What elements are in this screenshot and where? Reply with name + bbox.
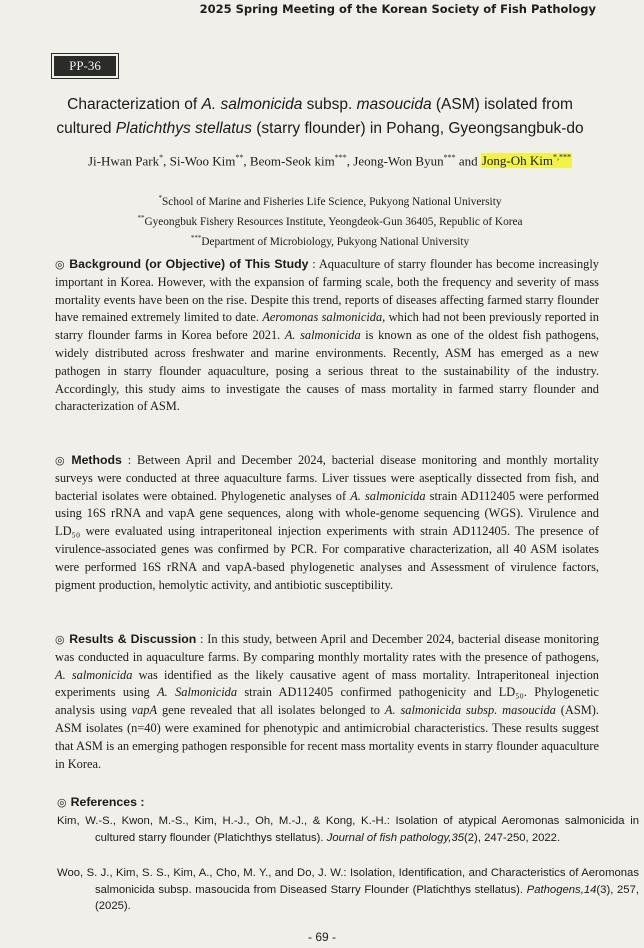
- running-head: 2025 Spring Meeting of the Korean Society of Fish Pathology: [199, 2, 596, 16]
- author-name: Beom-Seok kim: [249, 153, 335, 169]
- italic-text: A. salmonicida: [55, 667, 133, 682]
- heading-colon: :: [121, 453, 138, 467]
- affiliation-text: Gyeongbuk Fishery Resources Institute, Yeongdeok-Gun 36405, Republic of Korea: [144, 215, 523, 228]
- reference-text: (3), 257, (2025).: [95, 883, 640, 912]
- references-heading: [57, 795, 144, 809]
- reference-item: [57, 813, 639, 846]
- title-part: (ASM) isolated from cultured: [56, 96, 573, 137]
- affiliations: [60, 190, 600, 249]
- body-text: strain AD112405 were performed using 16S rRNA and vapA gene sequences, along with whole-genome sequencing (WGS). Virulence and LD₅₀ were evaluated using intraperitoneal injection experiments with strain AD112405. The presence of virulence-associated genes was confirmed by PCR. For comparative characterization, all 40 ASM isolates were performed 16S rRNA and vapA-based phylogenetic analyses and Assessment of virulence factors, pigment production, hemolytic activity, and antibiotic susceptibility.: [55, 488, 599, 592]
- reference-text: (2), 247-250, 2022.: [464, 831, 561, 844]
- italic-text: A. salmonicida subsp. masoucida: [384, 703, 556, 718]
- reference-journal: Pathogens,14: [526, 883, 597, 896]
- author-name: Jeong-Won Byun: [353, 153, 444, 169]
- body-text: gene revealed that all isolates belonged to: [157, 703, 385, 718]
- paper-title: [40, 93, 600, 141]
- author-mark: ***: [334, 153, 347, 162]
- reference-item: [57, 865, 639, 915]
- section-heading: Background (or Objective) of This Study: [69, 257, 309, 271]
- affiliation-text: Department of Microbiology, Pukyong National University: [201, 235, 470, 248]
- title-part: Characterization of: [67, 96, 202, 113]
- author-name: Ji-Hwan Park: [88, 153, 160, 169]
- affiliation-line: [60, 190, 600, 210]
- body-text: is known as one of the oldest fish pathogens, widely distributed across freshwater and marine environments. Recently, ASM has emerged as a new pathogen in starry flounder aquaculture, posing a serious threat to the sustainability of the industry. Accordingly, this study aims to investigate the causes of mass mortality in farmed starry flounder and characterization of ASM.: [55, 328, 599, 414]
- title-italic: A. salmonicida: [201, 96, 303, 113]
- author-list: Ji-Hwan Park*, Si-Woo Kim**, Beom-Seok kim***, Jeong-Won Byun*** and Jong-Oh Kim*,***: [88, 153, 571, 169]
- results-section: [55, 631, 599, 773]
- corresponding-author-highlight: [481, 153, 572, 168]
- author-name: Jong-Oh Kim: [481, 153, 553, 169]
- background-section: [55, 256, 599, 416]
- italic-text: vapA: [131, 703, 158, 718]
- author-mark: *,***: [553, 153, 571, 162]
- author-mark: ***: [443, 153, 456, 162]
- page-number: - 69 -: [307, 930, 336, 944]
- bullet-icon: ◎: [55, 258, 66, 271]
- body-text: was identified as the likely causative agent of mass mortality. Intraperitoneal injection experiments using: [55, 667, 599, 700]
- body-text: In this study, between April and December 2024, bacterial disease monitoring was conducted in aquaculture farms. By comparing monthly mortality rates with the presence of pathogens,: [55, 632, 599, 664]
- body-text: which had not been previously reported in starry flounder farms in Korea before 2021.: [55, 310, 599, 343]
- reference-text: Kim, W.-S., Kwon, M.-S., Kim, H.-J., Oh, M.-J., & Kong, K.-H.: Isolation of atypical Aeromonas salmonicida in cultured starry flounder (Platichthys stellatus).: [57, 815, 639, 844]
- title-part: (starry flounder) in Pohang, Gyeongsangbuk-do: [251, 120, 584, 137]
- section-heading: References: [70, 795, 137, 809]
- affiliation-line: [60, 230, 600, 250]
- section-heading: Methods: [71, 453, 122, 467]
- methods-section: [55, 452, 599, 594]
- bullet-icon: ◎: [55, 454, 68, 467]
- affiliation-mark: ***: [190, 233, 202, 242]
- author-mark: *: [159, 153, 164, 162]
- author-mark: **: [235, 153, 244, 162]
- author-and: and: [458, 153, 478, 169]
- italic-text: Aeromonas salmonicida,: [262, 310, 386, 325]
- affiliation-mark: **: [137, 213, 145, 222]
- title-part: subsp.: [302, 96, 357, 113]
- bullet-icon: ◎: [57, 796, 67, 809]
- affiliation-text: School of Marine and Fisheries Life Science, Pukyong National University: [162, 195, 502, 208]
- author-name: Si-Woo Kim: [169, 153, 236, 169]
- body-text: (ASM). ASM isolates (n=40) were examined for phenotypic and antimicrobial characteristics. These results suggest that ASM is an emerging pathogen responsible for recent mass mortality events in starry flounder aquaculture in Korea.: [55, 703, 599, 771]
- title-italic: Platichthys stellatus: [115, 120, 252, 137]
- italic-text: A. salmonicida: [284, 328, 361, 343]
- reference-text: Woo, S. J., Kim, S. S., Kim, A., Cho, M. Y., and Do, J. W.: Isolation, Identification, and Characteristics of Aeromonas salmonicida subsp. masoucida from Diseased Starry Flounder (Platichthys stellatus).: [57, 867, 639, 896]
- affiliation-line: [60, 210, 600, 230]
- abstract-id-badge: PP-36: [54, 56, 116, 76]
- body-text: Aquaculture of starry flounder has become increasingly important in Korea. However, with the expansion of farming scale, both the frequency and severity of mass mortality events have been on the rise. Despite this trend, reports of diseases affecting farmed starry flounder have remained extremely limited to date.: [55, 257, 599, 325]
- title-italic: masoucida: [356, 96, 432, 113]
- body-text: Between April and December 2024, bacterial disease monitoring and monthly mortality surveys were conducted at three aquaculture farms. Liver tissues were aseptically dissected from fish, and bacterial isolates were obtained. Phylogenetic analyses of: [55, 453, 599, 503]
- heading-colon: :: [308, 257, 319, 271]
- bullet-icon: ◎: [55, 633, 66, 646]
- section-heading: Results & Discussion: [69, 632, 197, 646]
- italic-text: A. Salmonicida: [157, 685, 238, 700]
- affiliation-mark: *: [158, 194, 163, 202]
- heading-colon: :: [136, 795, 145, 809]
- heading-colon: :: [196, 632, 208, 646]
- reference-journal: Journal of fish pathology,35: [326, 831, 465, 844]
- italic-text: A. salmonicida: [350, 488, 426, 503]
- body-text: strain AD112405 confirmed pathogenicity and LD₅₀. Phylogenetic analysis using: [55, 685, 599, 718]
